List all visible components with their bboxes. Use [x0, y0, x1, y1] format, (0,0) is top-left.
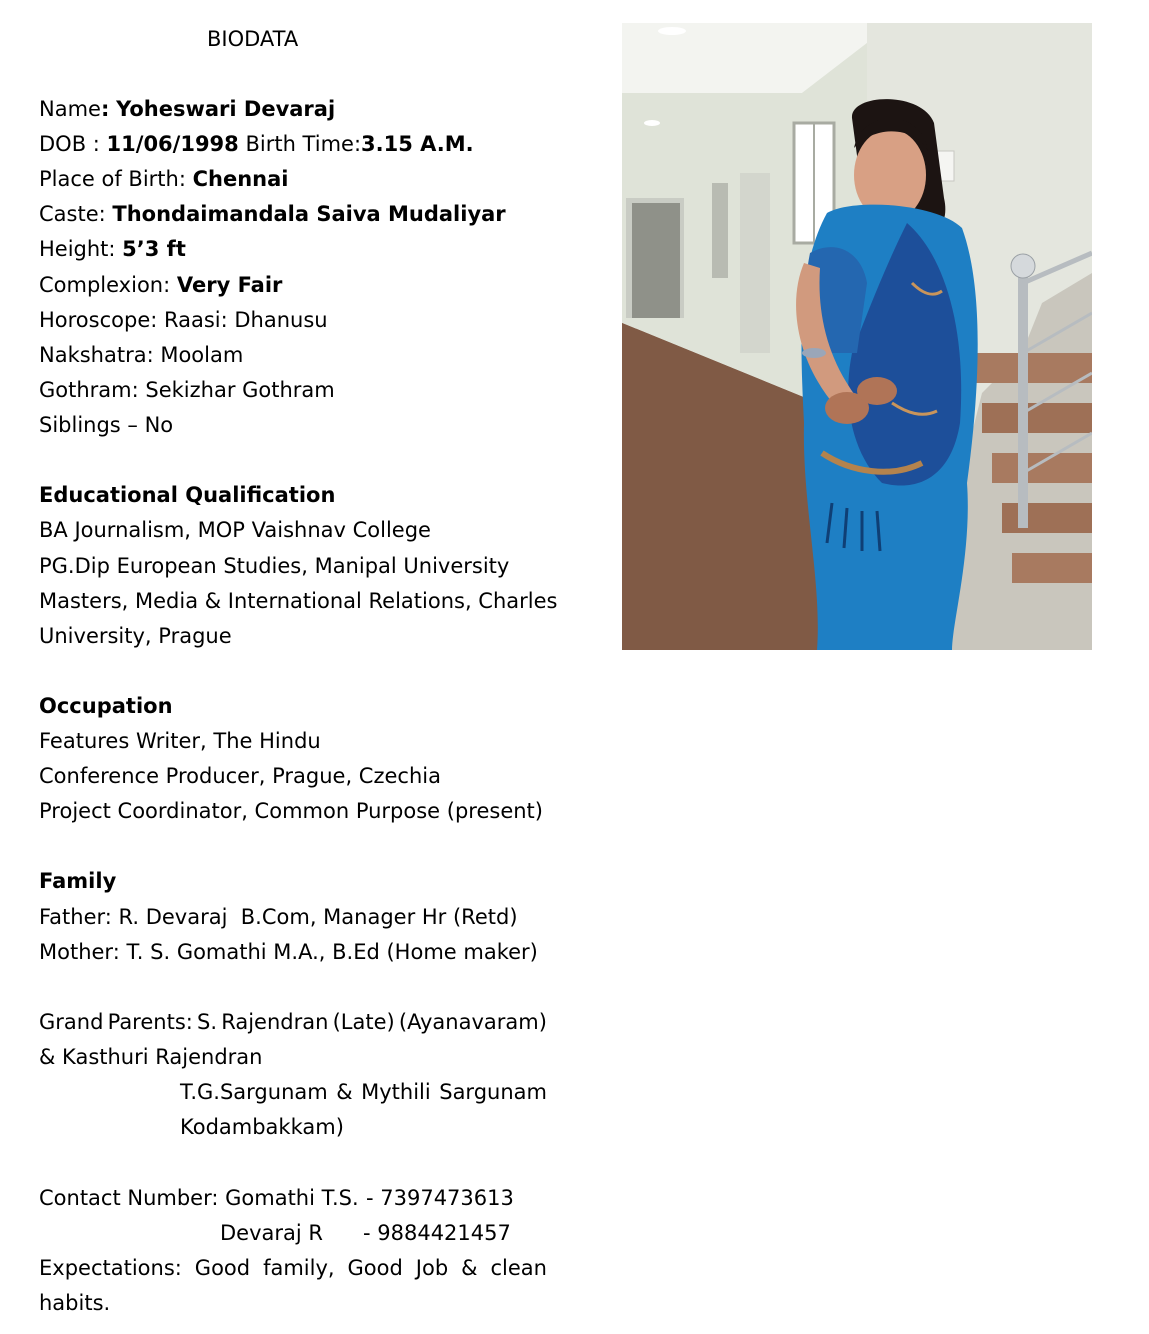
occupation-item: Project Coordinator, Common Purpose (present)	[39, 799, 543, 823]
grandparents-word: T.G.Sargunam	[180, 1080, 328, 1104]
grandparents-line-1	[39, 1010, 547, 1034]
grandparents-word: Parents:	[107, 1010, 193, 1034]
grandparents-word: (Ayanavaram)	[398, 1010, 547, 1034]
contact-label: Contact Number: Gomathi T.S.	[39, 1186, 359, 1210]
expectations-word: &	[461, 1256, 478, 1280]
education-item: PG.Dip European Studies, Manipal University	[39, 554, 510, 578]
dob-row	[39, 132, 474, 156]
grandparents-word: S.	[197, 1010, 218, 1034]
education-item: Masters, Media & International Relations, Charles	[39, 589, 558, 613]
expectations-word: Good	[347, 1256, 403, 1280]
dob-value: 11/06/1998	[106, 132, 239, 156]
contact-row-1	[39, 1186, 359, 1210]
complexion-row	[39, 273, 282, 297]
contact-number-1: - 7397473613	[366, 1186, 514, 1210]
height-value: 5’3 ft	[122, 237, 186, 261]
profile-photo-illustration	[622, 23, 1092, 650]
complexion-value: Very Fair	[176, 273, 283, 297]
place-value: Chennai	[192, 167, 289, 191]
education-heading-text: Educational Qualification	[39, 483, 336, 507]
caste-label: Caste:	[39, 202, 113, 226]
birth-time-value: 3.15 A.M.	[361, 132, 474, 156]
education-heading	[39, 483, 335, 507]
expectations-word: Expectations:	[39, 1256, 182, 1280]
family-heading-text: Family	[39, 869, 117, 893]
dob-label: DOB :	[39, 132, 107, 156]
expectations-line-1	[39, 1256, 547, 1280]
name-colon: :	[100, 97, 110, 121]
siblings-row: Siblings – No	[39, 413, 174, 437]
occupation-heading	[39, 694, 173, 718]
profile-photo	[622, 23, 1092, 650]
expectations-word: Job	[415, 1256, 449, 1280]
expectations-word: Good	[194, 1256, 251, 1280]
height-row	[39, 237, 186, 261]
occupation-heading-text: Occupation	[39, 694, 173, 718]
grandparents-word: Mythili	[361, 1080, 431, 1104]
birth-time-label: Birth Time:	[238, 132, 362, 156]
horoscope-row: Horoscope: Raasi: Dhanusu	[39, 308, 328, 332]
father-row: Father: R. Devaraj B.Com, Manager Hr (Retd)	[39, 905, 518, 929]
caste-value: Thondaimandala Saiva Mudaliyar	[112, 202, 506, 226]
expectations-word: family,	[263, 1256, 335, 1280]
grandparents-line-3	[180, 1080, 547, 1104]
grandparents-word: (Late)	[332, 1010, 395, 1034]
occupation-item: Features Writer, The Hindu	[39, 729, 321, 753]
family-heading	[39, 869, 116, 893]
name-row	[39, 97, 335, 121]
contact-number-2: - 9884421457	[363, 1221, 511, 1245]
place-row	[39, 167, 288, 191]
grandparents-line-2: & Kasthuri Rajendran	[39, 1045, 263, 1069]
grandparents-line-4: Kodambakkam)	[180, 1115, 344, 1139]
mother-row: Mother: T. S. Gomathi M.A., B.Ed (Home maker)	[39, 940, 538, 964]
occupation-item: Conference Producer, Prague, Czechia	[39, 764, 441, 788]
height-label: Height:	[39, 237, 123, 261]
contact-name-2: Devaraj R	[220, 1221, 323, 1245]
place-label: Place of Birth:	[39, 167, 193, 191]
nakshatra-row: Nakshatra: Moolam	[39, 343, 244, 367]
name-label: Name	[39, 97, 101, 121]
expectations-line-2: habits.	[39, 1291, 111, 1315]
name-value: Yoheswari Devaraj	[116, 97, 336, 121]
grandparents-word: &	[336, 1080, 353, 1104]
caste-row	[39, 202, 506, 226]
grandparents-word: Grand	[39, 1010, 104, 1034]
expectations-word: clean	[490, 1256, 547, 1280]
education-item: University, Prague	[39, 624, 232, 648]
grandparents-word: Sargunam	[439, 1080, 547, 1104]
education-item: BA Journalism, MOP Vaishnav College	[39, 518, 431, 542]
grandparents-word: Rajendran	[221, 1010, 329, 1034]
page-title: BIODATA	[207, 27, 299, 51]
complexion-label: Complexion:	[39, 273, 177, 297]
gothram-row: Gothram: Sekizhar Gothram	[39, 378, 335, 402]
